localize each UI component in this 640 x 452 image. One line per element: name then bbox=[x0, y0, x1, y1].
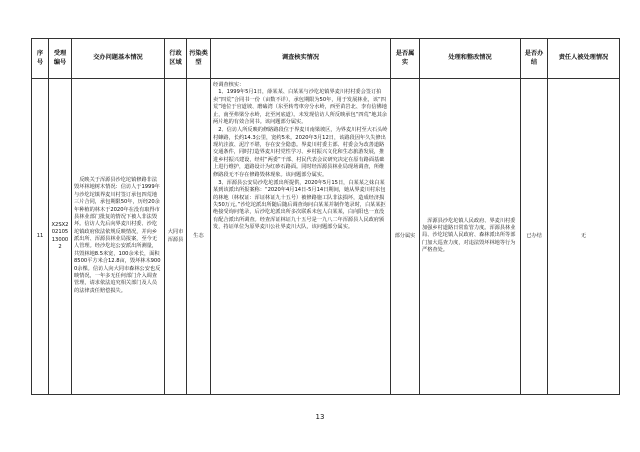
investigation-paragraph-1: 1、1999年5月1日，薛某某、白某某与沙圪坨镇界麦川村村委会签订拍卖“四荒”合同书一份（亩数不详），承包期限为50年，用于发展林业，该“四荒”地位于官道坡、磨磕湾（东至转弯車旁分水岭，西至苗岩北、李有信佛地止，南至弗梁分水岭，北至河底道）。未发现信访人所反映承包“四荒”地其余两片地的有效合同书。该问题部分属实。 bbox=[213, 89, 387, 125]
header-accountability: 责任人被处理情况 bbox=[548, 39, 620, 79]
cell-closed: 已办结 bbox=[521, 79, 548, 395]
cell-pollution: 生态 bbox=[187, 79, 211, 395]
header-problem: 交办问题基本情况 bbox=[72, 39, 165, 79]
handling-text: 浑源县沙圪坨镇人民政府、界麦川村委加强乡村道路日常监管力度。浑源县林业局、沙圪坨镇人民政府、森林派出所等部门加大巡查力度，对违法毁坏林地等行为严格查处。 bbox=[422, 217, 516, 254]
header-seq: 序号 bbox=[32, 39, 49, 79]
investigation-intro: 经调查核实： bbox=[213, 82, 245, 88]
cell-accept-no: X2SX202105130002 bbox=[49, 79, 72, 395]
cell-accountability: 无 bbox=[548, 79, 620, 395]
table-row bbox=[32, 79, 620, 395]
cell-verified: 部分属实 bbox=[391, 79, 420, 395]
cell-handling bbox=[420, 79, 521, 395]
header-handling: 处理和整改情况 bbox=[420, 39, 521, 79]
investigation-paragraph-2: 2、信访人所反映的修路路段位于界麦川南梁坡区，为界麦川村至大石头岭村蜂路，长约14.3公里，宽约5米。2020年3月12日，该路段因年久失修出现坑洼波、泥泞不堪，存在安全隐患。界麦川村委主部、村委会为改善道路交通条件，同时打造界麦川村党性学习、乡村振兴文化和生态旅游发展，推进乡村振兴建设，经村“两委”干部、村民代表会议研究决定在原有路面基础上进行维护，道路设计为红砂石路面。同时经浑源县林业局现场调查，所维修路段无不存在修路毁林现象。该问题部分属实。 bbox=[213, 127, 388, 178]
header-closed: 是否办结 bbox=[521, 39, 548, 79]
header-region: 行政区域 bbox=[165, 39, 187, 79]
header-row bbox=[32, 39, 620, 79]
problem-text: 反映关于浑源县沙圪坨镇修路非法毁坏林地树木情况：信访人于1999年与沙圪坨镇界麦川村签订承包四荒地三片合同，承包期限50年，历经20余年种植的林木于2020年在没有取得市县林业部门批复的情况下被人非法毁坏。信访人先后向界麦川村委、沙圪坨镇政府依法依规反映情况，并向乡派出所、浑源县林业局报案，至今无人管理。经沙圪坨公安派出所测量，共毁林地8.5米宽，100余米长，面积8500平方米合12.8亩，毁坏林木9000余棵。信访人向大同市森林公安也反映情况，一年多无任何部门介入调查管理，请求依法追究相关部门及人员的法律责任赔偿损失。 bbox=[74, 177, 161, 294]
cell-problem bbox=[72, 79, 165, 395]
header-pollution: 污染类型 bbox=[187, 39, 211, 79]
cell-investigation bbox=[211, 79, 391, 395]
cell-seq: 11 bbox=[32, 79, 49, 395]
header-accept-no: 受理编号 bbox=[49, 39, 72, 79]
header-verified: 是否属实 bbox=[391, 39, 420, 79]
investigation-paragraph-3: 3、浑源县公安局沙圪坨派出所提供，2020年5月15日，白某某之妹白某某到该派出所报案称：“2020年4月14日-5月14日期间，她从界麦川村东包的林地（林权证：浑证林证九十五号）被修路施工队非法损坏，造成经济损失50万元。”沙圪坨派出所随后随后调查询问白某某并制作笔录时，白某某拒绝接受询问笔录，后沙圪坨派出所多次联系未包人白某某，白向阳也一直没有配合派出所调查。经查浑证林证九十五号是一九八二年浑源县人民政府颁发，持证单位为原界麦川公社界麦川大队，该问题部分属实。 bbox=[213, 179, 386, 231]
header-investigation: 调查核实情况 bbox=[211, 39, 391, 79]
complaint-table bbox=[31, 38, 620, 395]
cell-region: 大同市浑源县 bbox=[165, 79, 187, 395]
page-number: 13 bbox=[315, 413, 325, 421]
